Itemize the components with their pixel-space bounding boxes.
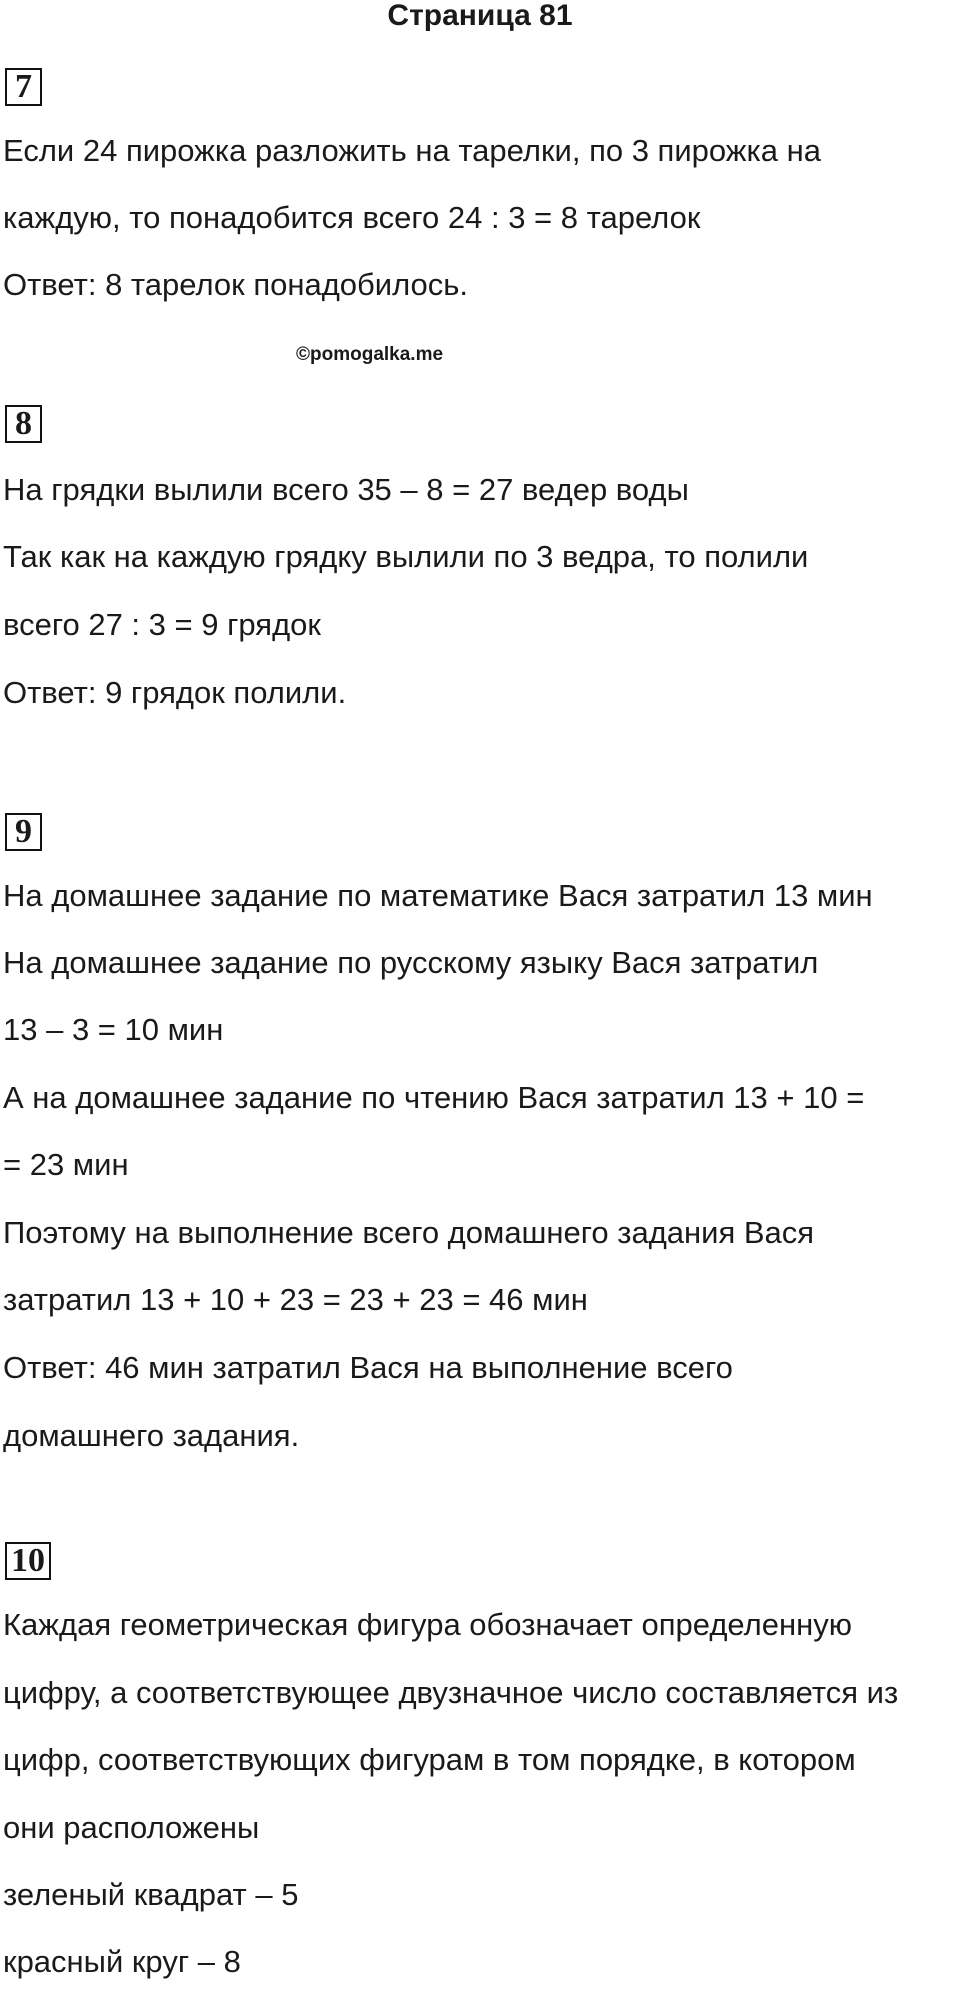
task-number-7: 7 (5, 68, 42, 106)
watermark: ©pomogalka.me (296, 344, 444, 365)
task-number-9: 9 (5, 813, 42, 851)
task-9-line-4: А на домашнее задание по чтению Вася затратил 13 + 10 = (3, 1080, 865, 1115)
page-title: Страница 81 (387, 0, 573, 32)
task-8-line-3: всего 27 : 3 = 9 грядок (3, 607, 321, 642)
task-number-8: 8 (5, 405, 42, 443)
task-9-line-5: = 23 мин (3, 1147, 129, 1182)
task-10-line-6: красный круг – 8 (3, 1944, 241, 1979)
task-9-line-7: затратил 13 + 10 + 23 = 23 + 23 = 46 мин (3, 1282, 588, 1317)
task-number-10: 10 (5, 1542, 51, 1580)
task-7-answer: Ответ: 8 тарелок понадобилось. (3, 267, 469, 302)
task-10-line-5: зеленый квадрат – 5 (3, 1877, 299, 1912)
task-10-line-4: они расположены (3, 1810, 260, 1845)
task-9-answer-cont: домашнего задания. (3, 1418, 300, 1453)
task-10-line-2: цифру, а соответствующее двузначное число составляется из (3, 1675, 899, 1710)
task-7-line-1: Если 24 пирожка разложить на тарелки, по 3 пирожка на (3, 133, 821, 168)
task-8-answer: Ответ: 9 грядок полили. (3, 675, 347, 710)
task-7-line-2: каждую, то понадобится всего 24 : 3 = 8 тарелок (3, 200, 701, 235)
task-8-line-1: На грядки вылили всего 35 – 8 = 27 ведер воды (3, 472, 689, 507)
task-8-line-2: Так как на каждую грядку вылили по 3 ведра, то полили (3, 539, 809, 574)
task-9-line-1: На домашнее задание по математике Вася затратил 13 мин (3, 878, 873, 913)
task-10-line-1: Каждая геометрическая фигура обозначает определенную (3, 1607, 852, 1642)
task-9-line-6: Поэтому на выполнение всего домашнего задания Вася (3, 1215, 815, 1250)
task-10-line-3: цифр, соответствующих фигурам в том порядке, в котором (3, 1742, 856, 1777)
task-9-answer: Ответ: 46 мин затратил Вася на выполнение всего (3, 1350, 733, 1385)
task-9-line-2: На домашнее задание по русскому языку Вася затратил (3, 945, 819, 980)
task-9-line-3: 13 – 3 = 10 мин (3, 1012, 224, 1047)
